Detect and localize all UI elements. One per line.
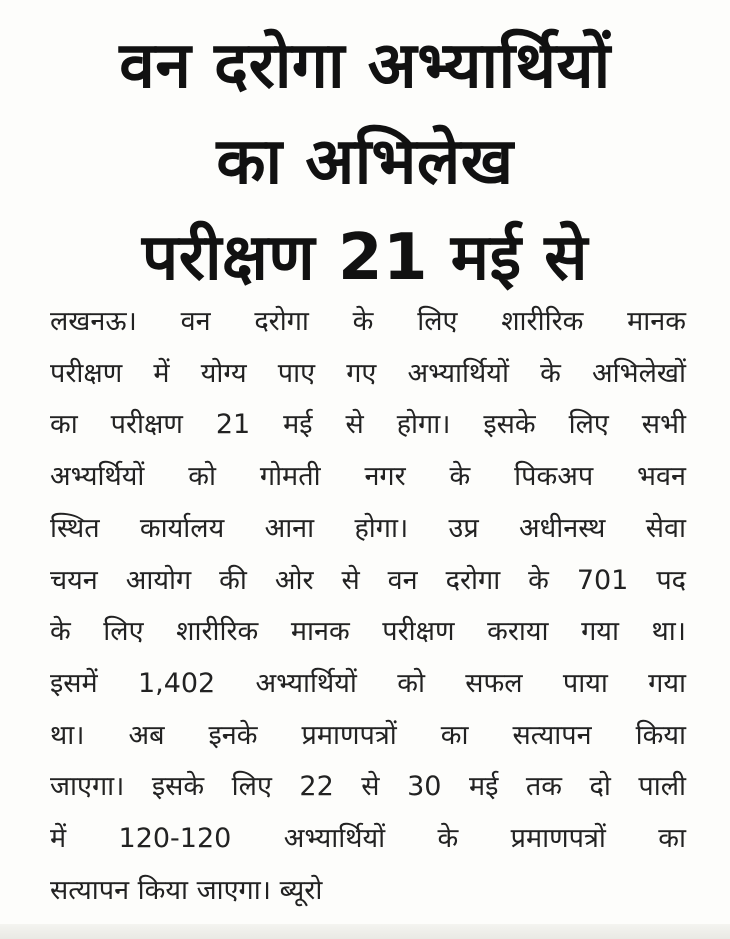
body-line-byline: सत्यापन किया जाएगा। ब्यूरो	[50, 874, 323, 906]
body-line: में 120-120 अभ्यार्थियों के प्रमाणपत्रों का	[50, 823, 686, 855]
body-line: लखनऊ। वन दरोगा के लिए शारीरिक मानक	[50, 306, 686, 337]
body-line: था। अब इनके प्रमाणपत्रों का सत्यापन किया	[50, 719, 686, 751]
page-bottom-edge	[0, 924, 730, 939]
body-line: स्थित कार्यालय आना होगा। उप्र अधीनस्थ सेवा	[50, 512, 686, 544]
body-line: चयन आयोग की ओर से वन दरोगा के 701 पद	[50, 564, 686, 596]
body-line: इसमें 1,402 अभ्यार्थियों को सफल पाया गया	[50, 667, 687, 699]
body-line: का परीक्षण 21 मई से होगा। इसके लिए सभी	[50, 409, 686, 441]
headline-line-1: वन दरोगा अभ्यार्थियों	[119, 29, 611, 103]
body-line: के लिए शारीरिक मानक परीक्षण कराया गया था।	[50, 616, 686, 648]
headline-line-2: का अभिलेख	[216, 125, 514, 199]
article-body	[50, 296, 686, 916]
body-line: परीक्षण में योग्य पाए गए अभ्यार्थियों के अभिलेखों	[50, 357, 686, 389]
headline-line-3: परीक्षण 21 मई से	[141, 221, 589, 295]
body-line: अभ्यर्थियों को गोमती नगर के पिकअप भवन	[50, 461, 686, 493]
headline	[20, 18, 710, 306]
body-line: जाएगा। इसके लिए 22 से 30 मई तक दो पाली	[50, 771, 686, 803]
